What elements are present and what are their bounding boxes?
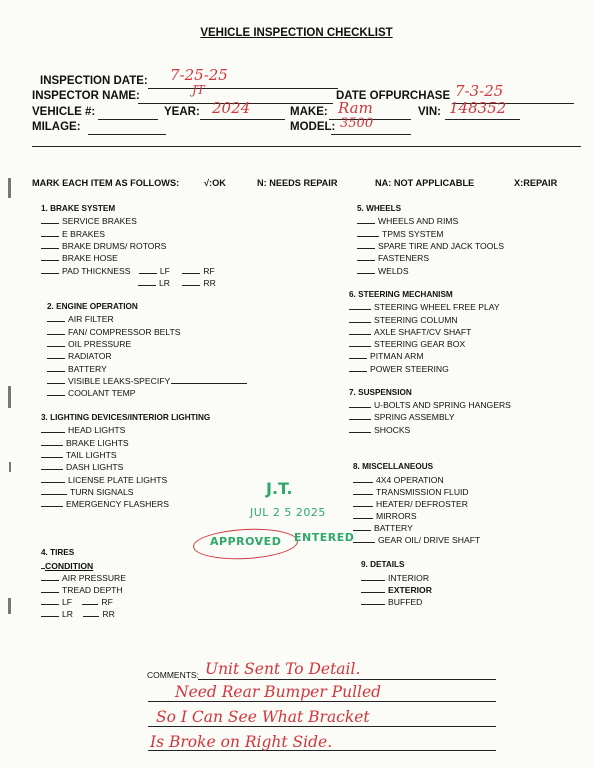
checklist-item[interactable]: OIL PRESSURE	[47, 339, 131, 349]
milage-line	[88, 134, 166, 135]
check-blank[interactable]	[83, 616, 99, 617]
check-blank[interactable]	[41, 273, 59, 274]
tires-title: 4. TIRES	[41, 548, 75, 557]
checklist-item[interactable]: STEERING COLUMN	[349, 315, 458, 325]
check-blank[interactable]	[349, 358, 367, 359]
checklist-item[interactable]: PITMAN ARM	[349, 351, 423, 361]
model-value[interactable]: 3500	[340, 116, 374, 131]
check-blank[interactable]	[47, 346, 65, 347]
year-label: YEAR:	[164, 106, 200, 118]
checklist-item[interactable]: GEAR OIL/ DRIVE SHAFT	[353, 535, 480, 545]
legend-needs-repair: N: NEEDS REPAIR	[257, 178, 338, 188]
check-blank[interactable]	[41, 223, 59, 224]
checklist-item[interactable]: BRAKE LIGHTS	[41, 438, 129, 448]
check-blank[interactable]	[357, 248, 375, 249]
check-blank[interactable]	[47, 321, 65, 322]
tires-rear-row[interactable]: LR RR	[41, 609, 115, 619]
check-blank[interactable]	[349, 309, 371, 310]
check-blank[interactable]	[349, 419, 371, 420]
comment-line	[198, 679, 496, 680]
checklist-item[interactable]: BATTERY	[353, 523, 413, 533]
inspection-date-label: INSPECTION DATE:	[40, 75, 148, 87]
scan-artifact	[8, 598, 11, 614]
checklist-item[interactable]: FASTENERS	[357, 253, 429, 263]
comment-line	[148, 726, 496, 727]
comment-text[interactable]: Unit Sent To Detail.	[205, 660, 361, 678]
check-blank[interactable]	[353, 506, 373, 507]
lighting-title: 3. LIGHTING DEVICES/INTERIOR LIGHTING	[41, 413, 211, 422]
checklist-item[interactable]: SPARE TIRE AND JACK TOOLS	[357, 241, 504, 251]
checklist-item[interactable]: AIR FILTER	[47, 314, 114, 324]
check-blank[interactable]	[182, 273, 200, 274]
comment-line	[148, 701, 496, 702]
scan-artifact	[9, 462, 11, 472]
model-line	[331, 134, 411, 135]
date-stamp: JUL 2 5 2025	[250, 506, 326, 519]
check-blank[interactable]	[353, 542, 375, 543]
tires-condition[interactable]: CONDITION	[41, 561, 93, 571]
approved-stamp: APPROVED	[210, 535, 282, 548]
date-of-purchase-value[interactable]: 7-3-25	[455, 82, 504, 100]
details-title: 9. DETAILS	[361, 560, 405, 569]
year-line	[200, 119, 285, 120]
check-blank[interactable]	[353, 530, 371, 531]
vin-label: VIN:	[418, 106, 441, 118]
milage-label: MILAGE:	[32, 121, 81, 133]
checklist-item[interactable]: EMERGENCY FLASHERS	[41, 499, 169, 509]
checklist-item[interactable]: EXTERIOR	[361, 585, 432, 595]
vehicle-number-line	[98, 119, 158, 120]
check-blank[interactable]	[41, 580, 59, 581]
legend-repair: X:REPAIR	[514, 178, 558, 188]
checklist-item[interactable]: HEATER/ DEFROSTER	[353, 499, 468, 509]
inspector-initials-stamp: J.T.	[266, 479, 293, 498]
checklist-item[interactable]: VISIBLE LEAKS-SPECIFY	[47, 376, 250, 386]
header-divider	[32, 146, 581, 147]
checklist-item[interactable]: AIR PRESSURE	[41, 573, 126, 583]
tires-front-row[interactable]: LF RF	[41, 597, 113, 607]
checklist-item[interactable]: FAN/ COMPRESSOR BELTS	[47, 327, 181, 337]
make-label: MAKE:	[290, 106, 328, 118]
checklist-item[interactable]: U-BOLTS AND SPRING HANGERS	[349, 400, 511, 410]
legend-not-applicable: NA: NOT APPLICABLE	[375, 178, 475, 188]
checklist-item[interactable]: TPMS SYSTEM	[357, 229, 444, 239]
pad-thickness-rear-row[interactable]: LR RR	[138, 278, 216, 288]
check-blank[interactable]	[357, 223, 375, 224]
checklist-item[interactable]: DASH LIGHTS	[41, 462, 123, 472]
checklist-item[interactable]: WELDS	[357, 266, 409, 276]
date-of-purchase-label: DATE OFPURCHASE	[336, 90, 451, 102]
checklist-item[interactable]: SPRING ASSEMBLY	[349, 412, 455, 422]
checklist-item[interactable]: LICENSE PLATE LIGHTS	[41, 475, 167, 485]
check-blank[interactable]	[41, 469, 63, 470]
inspector-name-value[interactable]: JT	[192, 83, 205, 97]
comment-text[interactable]: So I Can See What Bracket	[156, 708, 370, 726]
check-blank[interactable]	[47, 358, 65, 359]
check-blank[interactable]	[349, 371, 367, 372]
legend-intro: MARK EACH ITEM AS FOLLOWS:	[32, 178, 180, 188]
check-blank[interactable]	[41, 260, 59, 261]
check-blank[interactable]	[41, 616, 59, 617]
checklist-item[interactable]: STEERING WHEEL FREE PLAY	[349, 302, 500, 312]
checklist-item[interactable]: INTERIOR	[361, 573, 429, 583]
checklist-item[interactable]: POWER STEERING	[349, 364, 449, 374]
form-title: VEHICLE INSPECTION CHECKLIST	[200, 27, 393, 39]
vehicle-number-label: VEHICLE #:	[32, 106, 96, 118]
comments-label: COMMENTS:	[147, 670, 199, 680]
check-blank[interactable]	[41, 604, 59, 605]
comment-text[interactable]: Is Broke on Right Side.	[150, 733, 333, 751]
check-blank[interactable]	[47, 395, 65, 396]
check-blank[interactable]	[41, 432, 65, 433]
brake-system-title: 1. BRAKE SYSTEM	[41, 204, 116, 213]
make-value[interactable]: Ram	[338, 99, 373, 117]
check-blank[interactable]	[353, 494, 373, 495]
check-blank[interactable]	[349, 407, 371, 408]
checklist-item[interactable]: E BRAKES	[41, 229, 105, 239]
check-blank[interactable]	[41, 236, 59, 237]
check-blank[interactable]	[353, 518, 373, 519]
check-blank[interactable]	[357, 260, 375, 261]
check-blank[interactable]	[41, 457, 63, 458]
check-blank[interactable]	[361, 592, 385, 593]
pad-thickness-row[interactable]: PAD THICKNESS LF RF	[41, 266, 215, 276]
year-value[interactable]: 2024	[212, 99, 251, 117]
check-blank[interactable]	[47, 371, 65, 372]
checklist-item[interactable]: TRANSMISSION FLUID	[353, 487, 469, 497]
check-blank[interactable]	[361, 580, 385, 581]
checklist-item[interactable]: TAIL LIGHTS	[41, 450, 117, 460]
checklist-item[interactable]: BUFFED	[361, 597, 422, 607]
checklist-item[interactable]: 4X4 OPERATION	[353, 475, 444, 485]
model-label: MODEL:	[290, 121, 336, 133]
vin-line	[445, 119, 520, 120]
check-blank[interactable]	[357, 273, 375, 274]
checklist-item[interactable]: MIRRORS	[353, 511, 417, 521]
check-blank[interactable]	[353, 482, 373, 483]
check-blank[interactable]	[41, 482, 65, 483]
checklist-item[interactable]: WHEELS AND RIMS	[357, 216, 458, 226]
check-blank[interactable]	[349, 432, 371, 433]
checklist-item[interactable]: TREAD DEPTH	[41, 585, 123, 595]
checklist-item[interactable]: TURN SIGNALS	[41, 487, 134, 497]
vin-value[interactable]: 148352	[449, 99, 507, 117]
inspector-name-label: INSPECTOR NAME:	[32, 90, 140, 102]
engine-operation-title: 2. ENGINE OPERATION	[47, 302, 138, 311]
checklist-item[interactable]: BRAKE DRUMS/ ROTORS	[41, 241, 166, 251]
checklist-item[interactable]: BATTERY	[47, 364, 107, 374]
check-blank[interactable]	[41, 506, 63, 507]
check-blank[interactable]	[349, 346, 371, 347]
checklist-item[interactable]: HEAD LIGHTS	[41, 425, 125, 435]
suspension-title: 7. SUSPENSION	[349, 388, 412, 397]
scan-artifact	[8, 178, 11, 198]
check-blank[interactable]	[182, 285, 200, 286]
check-blank[interactable]	[139, 273, 157, 274]
comment-text[interactable]: Need Rear Bumper Pulled	[175, 683, 382, 701]
checklist-item[interactable]: COOLANT TEMP	[47, 388, 136, 398]
entered-stamp: ENTERED	[294, 531, 355, 544]
check-blank[interactable]	[41, 592, 59, 593]
checklist-item[interactable]: AXLE SHAFT/CV SHAFT	[349, 327, 471, 337]
check-blank[interactable]	[349, 322, 371, 323]
inspection-date-line	[148, 88, 338, 89]
check-blank[interactable]	[349, 334, 371, 335]
steering-title: 6. STEERING MECHANISM	[349, 290, 453, 299]
checklist-item[interactable]: SHOCKS	[349, 425, 410, 435]
check-blank[interactable]	[361, 604, 385, 605]
inspection-date-value[interactable]: 7-25-25	[170, 66, 228, 84]
check-blank[interactable]	[41, 494, 67, 495]
wheels-title: 5. WHEELS	[357, 204, 402, 213]
check-blank[interactable]	[47, 334, 65, 335]
miscellaneous-title: 8. MISCELLANEOUS	[353, 462, 434, 471]
check-blank[interactable]	[41, 248, 59, 249]
check-blank[interactable]	[357, 236, 379, 237]
checklist-item[interactable]: BRAKE HOSE	[41, 253, 118, 263]
legend-ok: √:OK	[204, 178, 226, 188]
check-blank[interactable]	[47, 383, 65, 384]
check-blank[interactable]	[138, 285, 156, 286]
checklist-item[interactable]: SERVICE BRAKES	[41, 216, 137, 226]
checklist-item[interactable]: STEERING GEAR BOX	[349, 339, 465, 349]
scan-artifact	[8, 386, 11, 408]
check-blank[interactable]	[41, 445, 63, 446]
checklist-item[interactable]: RADIATOR	[47, 351, 112, 361]
specify-blank[interactable]	[171, 383, 247, 384]
check-blank[interactable]	[82, 604, 98, 605]
